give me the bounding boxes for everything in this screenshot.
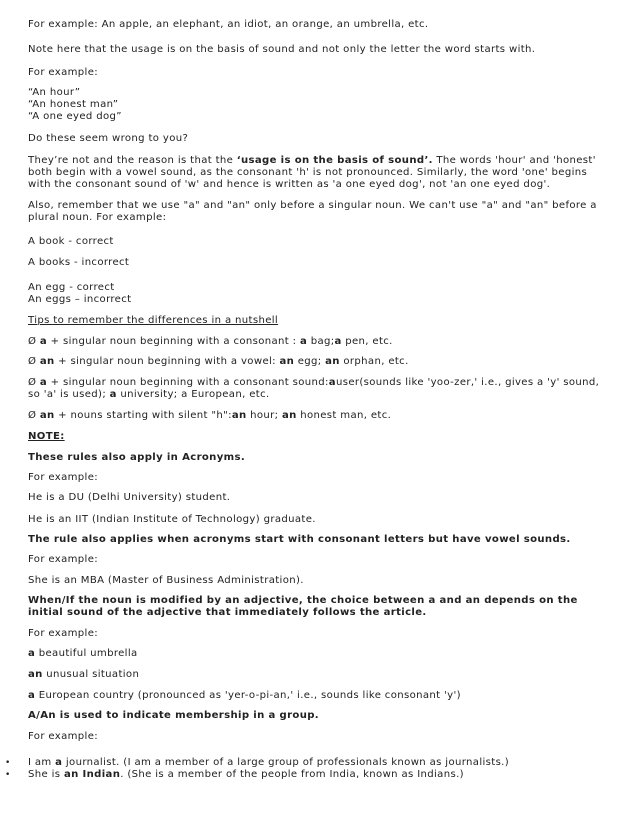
bullet-emphasis: a [55,757,63,768]
tip-article: an [231,410,247,421]
example-article: a [28,648,36,659]
example-beautiful-umbrella [28,648,612,660]
note-heading: NOTE: [28,431,65,442]
bullet-text: journalist. (I am a member of a large group of professionals known as journalists.) [62,757,510,768]
tip-rule-3 [28,377,612,401]
bullet-dot: • [5,770,11,780]
example-unusual-situation [28,669,612,681]
example-text: beautiful umbrella [35,648,138,659]
example-european-country [28,690,612,702]
tip-article: a [39,377,48,388]
paragraph-explanation [28,155,612,191]
example-eggs-incorrect: An eggs – incorrect [28,294,132,305]
example-article: a [28,690,36,701]
tip-symbol: Ø [28,356,40,367]
tip-article: a [299,336,308,347]
example-mba: She is an MBA (Master of Business Administration). [28,575,304,586]
tip-text: bag; [307,336,335,347]
paragraph-singular-noun: Also, remember that we use "a" and "an" only before a singular noun. We can't use "a" and "an" before a plural noun. For example: [28,200,597,223]
tip-text: user(sounds like 'yoo-zer,' i.e., gives a 'y' sound, so 'a' is used); [28,377,600,400]
example-text: unusual situation [42,669,140,680]
example-text: European country (pronounced as 'yer-o-pi-an,' i.e., sounds like consonant 'y') [35,690,461,701]
tip-text: + singular noun beginning with a consonant : [47,336,300,347]
tip-article: an [39,356,55,367]
bullet-journalist [28,757,612,769]
explanation-rest: The words 'hour' and 'honest' both begin with a vowel sound, as the consonant 'h' is not pronounced. Similarly, the word 'one' begins with the consonant sound of 'w' and hence is written as 'a one eyed dog', not 'an one eyed dog'. [28,155,596,190]
example-article: an [28,669,43,680]
bullet-text: . (She is a member of the people from India, known as Indians.) [120,769,464,780]
tip-article: an [325,356,340,367]
paragraph-usage-note: Note here that the usage is on the basis of sound and not only the letter the word starts with. [28,44,536,55]
tip-text: + nouns starting with silent "h": [54,410,232,421]
tip-article: a [334,336,342,347]
quote-an-hour: “An hour” [28,87,81,98]
tip-article: a [328,377,336,388]
example-du-student: He is a DU (Delhi University) student. [28,492,231,503]
example-egg-correct: An egg - correct [28,282,115,293]
tip-symbol: Ø [28,377,40,388]
paragraph-question: Do these seem wrong to you? [28,133,189,144]
tip-text: pen, etc. [341,336,393,347]
quote-a-one-eyed-dog: “A one eyed dog” [28,111,122,122]
bullet-indian [28,769,612,781]
tip-article: a [39,336,48,347]
bullet-text: She is [28,769,64,780]
tip-article: an [279,356,295,367]
example-iit-graduate: He is an IIT (Indian Institute of Technology) graduate. [28,514,316,525]
tip-symbol: Ø [28,336,40,347]
tip-text: hour; [246,410,282,421]
explanation-text: They’re not and the reason is that the [28,155,237,166]
tip-rule-1 [28,336,612,348]
bullet-emphasis: an Indian [63,769,121,780]
bullet-dot: • [5,758,11,768]
tip-text: orphan, etc. [339,356,409,367]
tip-text: honest man, etc. [296,410,392,421]
acronym-vowel-sound-rule: The rule also applies when acronyms start with consonant letters but have vowel sounds. [28,534,571,545]
tips-heading: Tips to remember the differences in a nutshell [28,315,279,326]
tip-text: + singular noun beginning with a vowel: [54,356,280,367]
tip-rule-2 [28,356,612,368]
paragraph-for-example: For example: [28,731,99,742]
paragraph-for-example: For example: [28,472,99,483]
tip-article: an [39,410,55,421]
explanation-emphasis: ‘usage is on the basis of sound’. [236,155,433,166]
paragraph-for-example: For example: [28,554,99,565]
tip-text: egg; [294,356,326,367]
bullet-text: I am [28,757,56,768]
paragraph-example-vowels: For example: An apple, an elephant, an idiot, an orange, an umbrella, etc. [28,19,429,30]
tip-rule-4 [28,410,612,422]
quote-an-honest-man: “An honest man” [28,99,119,110]
paragraph-for-example: For example: [28,628,99,639]
adjective-rule: When/If the noun is modified by an adjective, the choice between a and an depends on the initial sound of the adjective that immediately follows the article. [28,595,578,618]
tip-text: + singular noun beginning with a consonant sound: [47,377,329,388]
tip-article: an [281,410,297,421]
paragraph-for-example: For example: [28,67,99,78]
tip-article: a [109,389,117,400]
membership-rule: A/An is used to indicate membership in a group. [28,710,319,721]
example-book-correct: A book - correct [28,236,114,247]
tip-symbol: Ø [28,410,40,421]
example-books-incorrect: A books - incorrect [28,257,130,268]
tip-text: university; a European, etc. [116,389,270,400]
acronyms-rule: These rules also apply in Acronyms. [28,452,246,463]
